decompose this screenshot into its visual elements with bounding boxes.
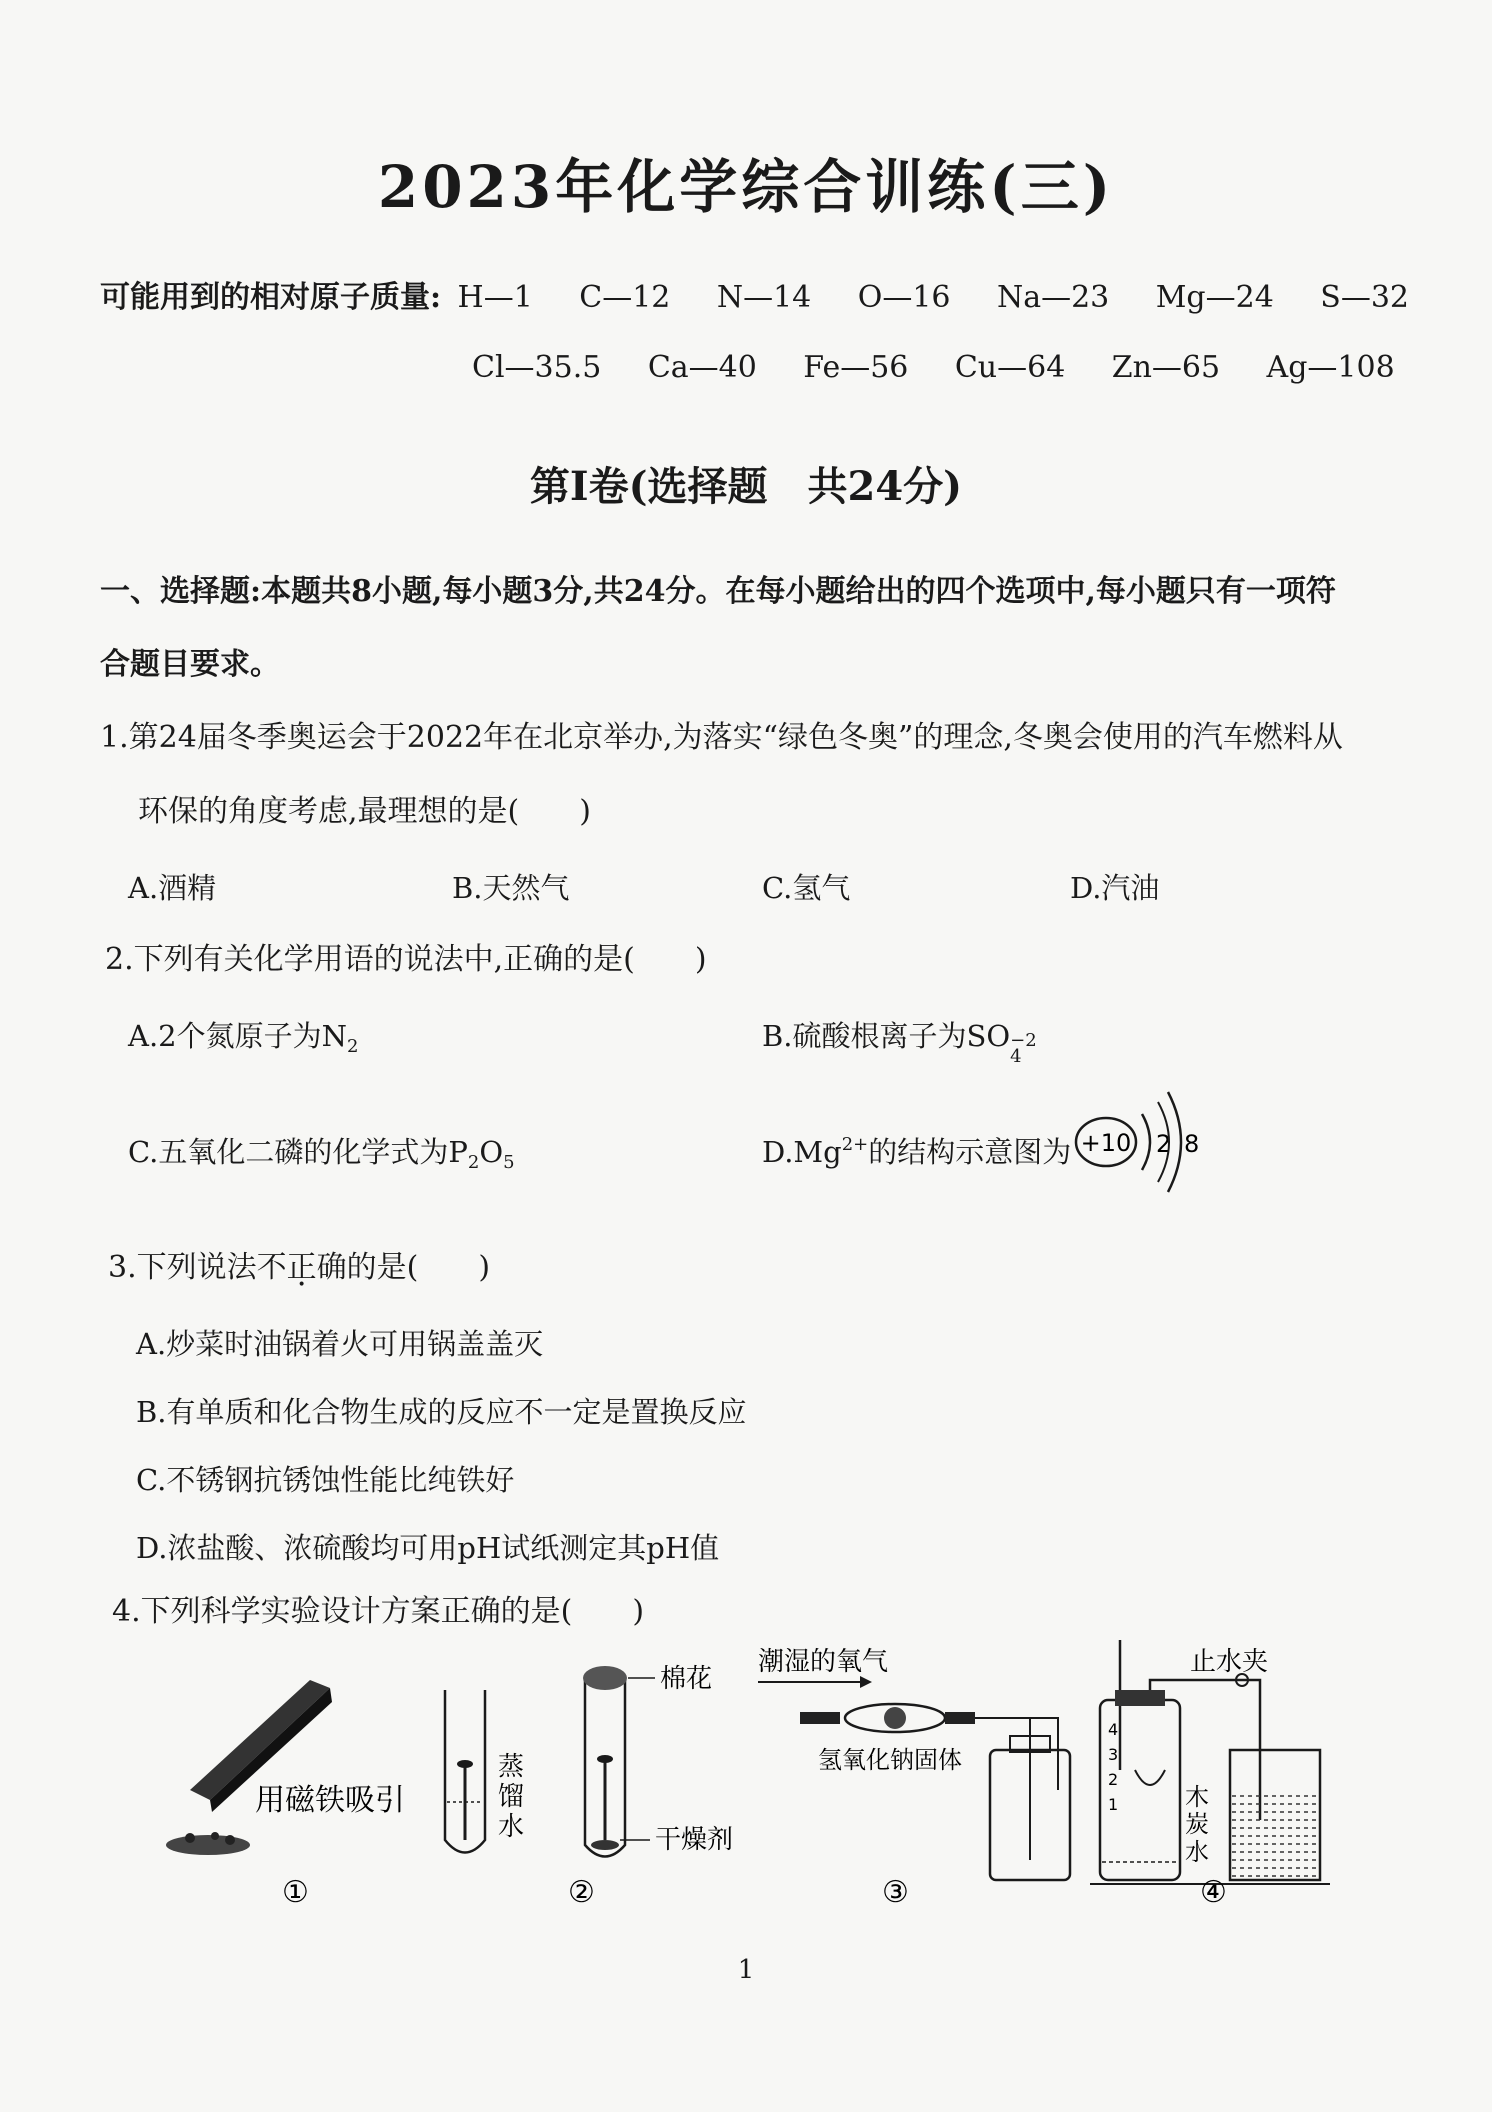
svg-text:1: 1	[1108, 1795, 1119, 1814]
figure-test-tube-water	[445, 1690, 524, 1853]
atomic-mass: N—14	[716, 280, 812, 315]
q2-option-c: C.五氧化二磷的化学式为$P_2O_5$	[128, 1135, 515, 1173]
q2-option-b: B.硫酸根离子为SO −2 4	[762, 1019, 1037, 1067]
page-number: 1	[737, 1955, 755, 1985]
atomic-masses-line-1	[100, 272, 1445, 316]
atomic-mass: Cu—64	[954, 350, 1066, 385]
q4-experiment-figures	[160, 1640, 1360, 1940]
q1-option-a: A.酒精	[128, 871, 217, 905]
atomic-mass: S—32	[1320, 280, 1410, 315]
desiccant	[591, 1840, 619, 1850]
electron-shell-2-count: 8	[1184, 1130, 1200, 1158]
figure-2-number-visible: ②	[568, 1875, 595, 1910]
figure-test-tube-dry	[568, 1664, 733, 1910]
q1-stem-line-1: 1.第24届冬季奥运会于2022年在北京举办,为落实“绿色冬奥”的理念,冬奥会使用的汽车燃料从	[100, 720, 1343, 755]
atomic-masses-label: 可能用到的相对原子质量:	[100, 280, 442, 315]
magnet-bar	[190, 1680, 330, 1800]
atomic-mass: Ag—108	[1266, 350, 1395, 385]
atomic-mass: O—16	[857, 280, 951, 315]
q2-option-a: A.2个氮原子为$N_2$	[128, 1019, 359, 1057]
atomic-mass: Fe—56	[803, 350, 909, 385]
svg-text:3: 3	[1108, 1745, 1119, 1764]
distilled-water-label-2: 馏	[498, 1782, 525, 1812]
svg-text:4: 4	[1108, 1720, 1119, 1739]
q2-option-d: $D.Mg^{2+}$的结构示意图为	[762, 1134, 1072, 1169]
electron-shell-1-count: 2	[1156, 1130, 1172, 1158]
section-title: 第Ⅰ卷(选择题 共24分)	[529, 463, 963, 510]
mg-ion-structure-diagram	[1070, 1080, 1210, 1210]
figure-carbon-combustion	[1090, 1640, 1330, 1910]
distilled-water-label-3: 水	[498, 1812, 525, 1842]
carbon-label-1: 木	[1185, 1783, 1209, 1811]
figure-gas-drying	[758, 1647, 1070, 1910]
atomic-mass: Na—23	[996, 280, 1110, 315]
q3-option-a: A.炒菜时油锅着火可用锅盖盖灭	[136, 1327, 544, 1361]
q2-stem: 2.下列有关化学用语的说法中,正确的是( )	[105, 942, 707, 977]
q3-option-c: C.不锈钢抗锈蚀性能比纯铁好	[136, 1463, 515, 1497]
atomic-mass: H—1	[457, 280, 533, 315]
atomic-mass: Mg—24	[1155, 280, 1274, 315]
combustion-spoon	[1135, 1770, 1165, 1785]
q3-emphasis: 不正确	[256, 1250, 347, 1285]
svg-text:2: 2	[1108, 1770, 1119, 1789]
clamp-label: 止水夹	[1190, 1647, 1269, 1677]
figure-magnet	[166, 1680, 405, 1910]
q3-option-b: B.有单质和化合物生成的反应不一定是置换反应	[136, 1395, 747, 1429]
iron-powder	[166, 1835, 250, 1855]
distilled-water-label-1: 蒸	[498, 1752, 525, 1782]
q1-option-b: B.天然气	[452, 871, 570, 905]
nucleus-charge: +10	[1080, 1129, 1132, 1157]
carbon-label-2: 炭	[1185, 1810, 1209, 1838]
q3-stem: 3.下列说法不正确的是( )	[108, 1250, 491, 1285]
q3-option-d: D.浓盐酸、浓硫酸均可用pH试纸测定其pH值	[136, 1531, 720, 1565]
cotton-plug	[583, 1666, 627, 1690]
q1-option-c: C.氢气	[762, 871, 851, 905]
atomic-mass: Cl—35.5	[472, 350, 602, 385]
beaker-water	[1232, 1790, 1318, 1878]
water-label: 水	[1185, 1838, 1209, 1866]
q1-option-d: D.汽油	[1070, 871, 1160, 905]
figure-4-number: ④	[1200, 1875, 1227, 1910]
desiccant-label: 干燥剂	[655, 1825, 734, 1855]
electron-shell-1-arc	[1142, 1114, 1150, 1170]
magnet-label: 用磁铁吸引	[255, 1783, 405, 1818]
naoh-solid-label: 氢氧化钠固体	[818, 1746, 962, 1774]
instructions-line-1: 一、选择题:本题共8小题,每小题3分,共24分。在每小题给出的四个选项中,每小题只有一项符	[100, 574, 1336, 609]
q4-stem: 4.下列科学实验设计方案正确的是( )	[112, 1594, 645, 1629]
q1-stem-line-2: 环保的角度考虑,最理想的是( )	[138, 794, 591, 829]
figure-3-number: ③	[882, 1875, 909, 1910]
atomic-mass: Zn—65	[1111, 350, 1221, 385]
moist-oxygen-label: 潮湿的氧气	[758, 1647, 889, 1677]
cotton-label: 棉花	[660, 1664, 713, 1694]
atomic-mass: C—12	[579, 280, 671, 315]
figure-1-number: ①	[282, 1875, 309, 1910]
instructions-line-2: 合题目要求。	[100, 647, 280, 682]
atomic-mass: Ca—40	[647, 350, 757, 385]
page-title: 2023年化学综合训练(三)	[377, 153, 1115, 221]
atomic-masses-line-2	[472, 350, 1431, 385]
